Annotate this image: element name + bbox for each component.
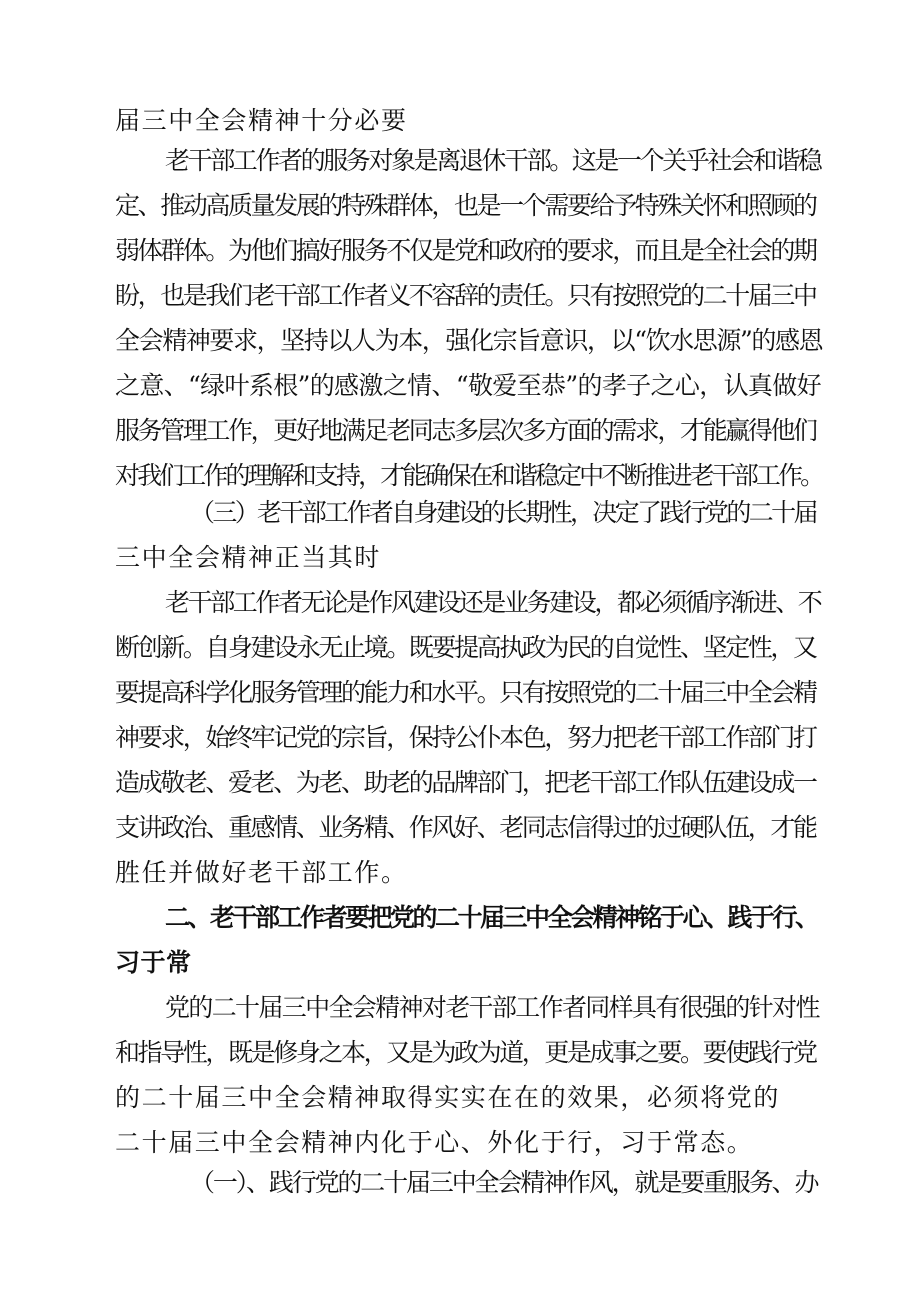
section-heading: （一）、践行党的二十届三中全会精神作风，就是要重服务、办 [190, 1168, 818, 1197]
paragraph-line: 弱体群体。为他们搞好服务不仅是党和政府的要求，而且是全社会的期 [115, 236, 816, 265]
paragraph-line: 要提高科学化服务管理的能力和水平。只有按照党的二十届三中全会精 [115, 678, 816, 707]
paragraph-line: 对我们工作的理解和支持，才能确保在和谐稳定中不断推进老干部工作。 [115, 461, 823, 490]
paragraph-line: 党的二十届三中全会精神对老干部工作者同样具有很强的针对性 [165, 993, 819, 1022]
section-heading-continued: 三中全会精神正当其时 [115, 543, 382, 572]
paragraph-line: 定、推动高质量发展的特殊群体，也是一个需要给予特殊关怀和照顾的 [115, 191, 816, 220]
paragraph-line: 服务管理工作，更好地满足老同志多层次多方面的需求，才能赢得他们 [115, 416, 816, 445]
section-heading: （三）老干部工作者自身建设的长期性，决定了践行党的二十届 [190, 498, 816, 527]
paragraph-line: 胜任并做好老干部工作。 [115, 858, 408, 887]
chapter-heading: 二、老干部工作者要把党的二十届三中全会精神铭于心、践于行、 [165, 903, 818, 932]
paragraph-line: 盼，也是我们老干部工作者义不容辞的责任。只有按照党的二十届三中 [115, 281, 816, 310]
paragraph-line: 老干部工作者的服务对象是离退休干部。这是一个关乎社会和谐稳 [165, 146, 821, 175]
paragraph-line: 支讲政治、重感情、业务精、作风好、老同志信得过的过硬队伍，才能 [115, 813, 816, 842]
paragraph-line: 的二十届三中全会精神取得实实在在的效果，必须将党的 [115, 1083, 781, 1112]
paragraph-line: 老干部工作者无论是作风建设还是业务建设，都必须循序渐进、不 [165, 588, 821, 617]
paragraph-line: 和指导性，既是修身之本，又是为政为道，更是成事之要。要使践行党 [115, 1038, 816, 1067]
paragraph-line: 二十届三中全会精神内化于心、外化于行，习于常态。 [115, 1128, 754, 1157]
paragraph-line: 断创新。自身建设永无止境。既要提高执政为民的自觉性、坚定性，又 [115, 633, 816, 662]
paragraph-line: 之意、“绿叶系根”的感激之情、“敬爱至恭”的孝子之心，认真做好 [115, 371, 821, 400]
paragraph-line: 造成敬老、爱老、为老、助老的品牌部门，把老干部工作队伍建设成一 [115, 768, 816, 797]
paragraph-line: 全会精神要求，坚持以人为本，强化宗旨意识，以“饮水思源”的感恩 [115, 326, 823, 355]
paragraph-line: 届三中全会精神十分必要 [115, 106, 408, 135]
paragraph-line: 神要求，始终牢记党的宗旨，保持公仆本色，努力把老干部工作部门打 [115, 723, 816, 752]
chapter-heading-continued: 习于常 [115, 948, 192, 977]
